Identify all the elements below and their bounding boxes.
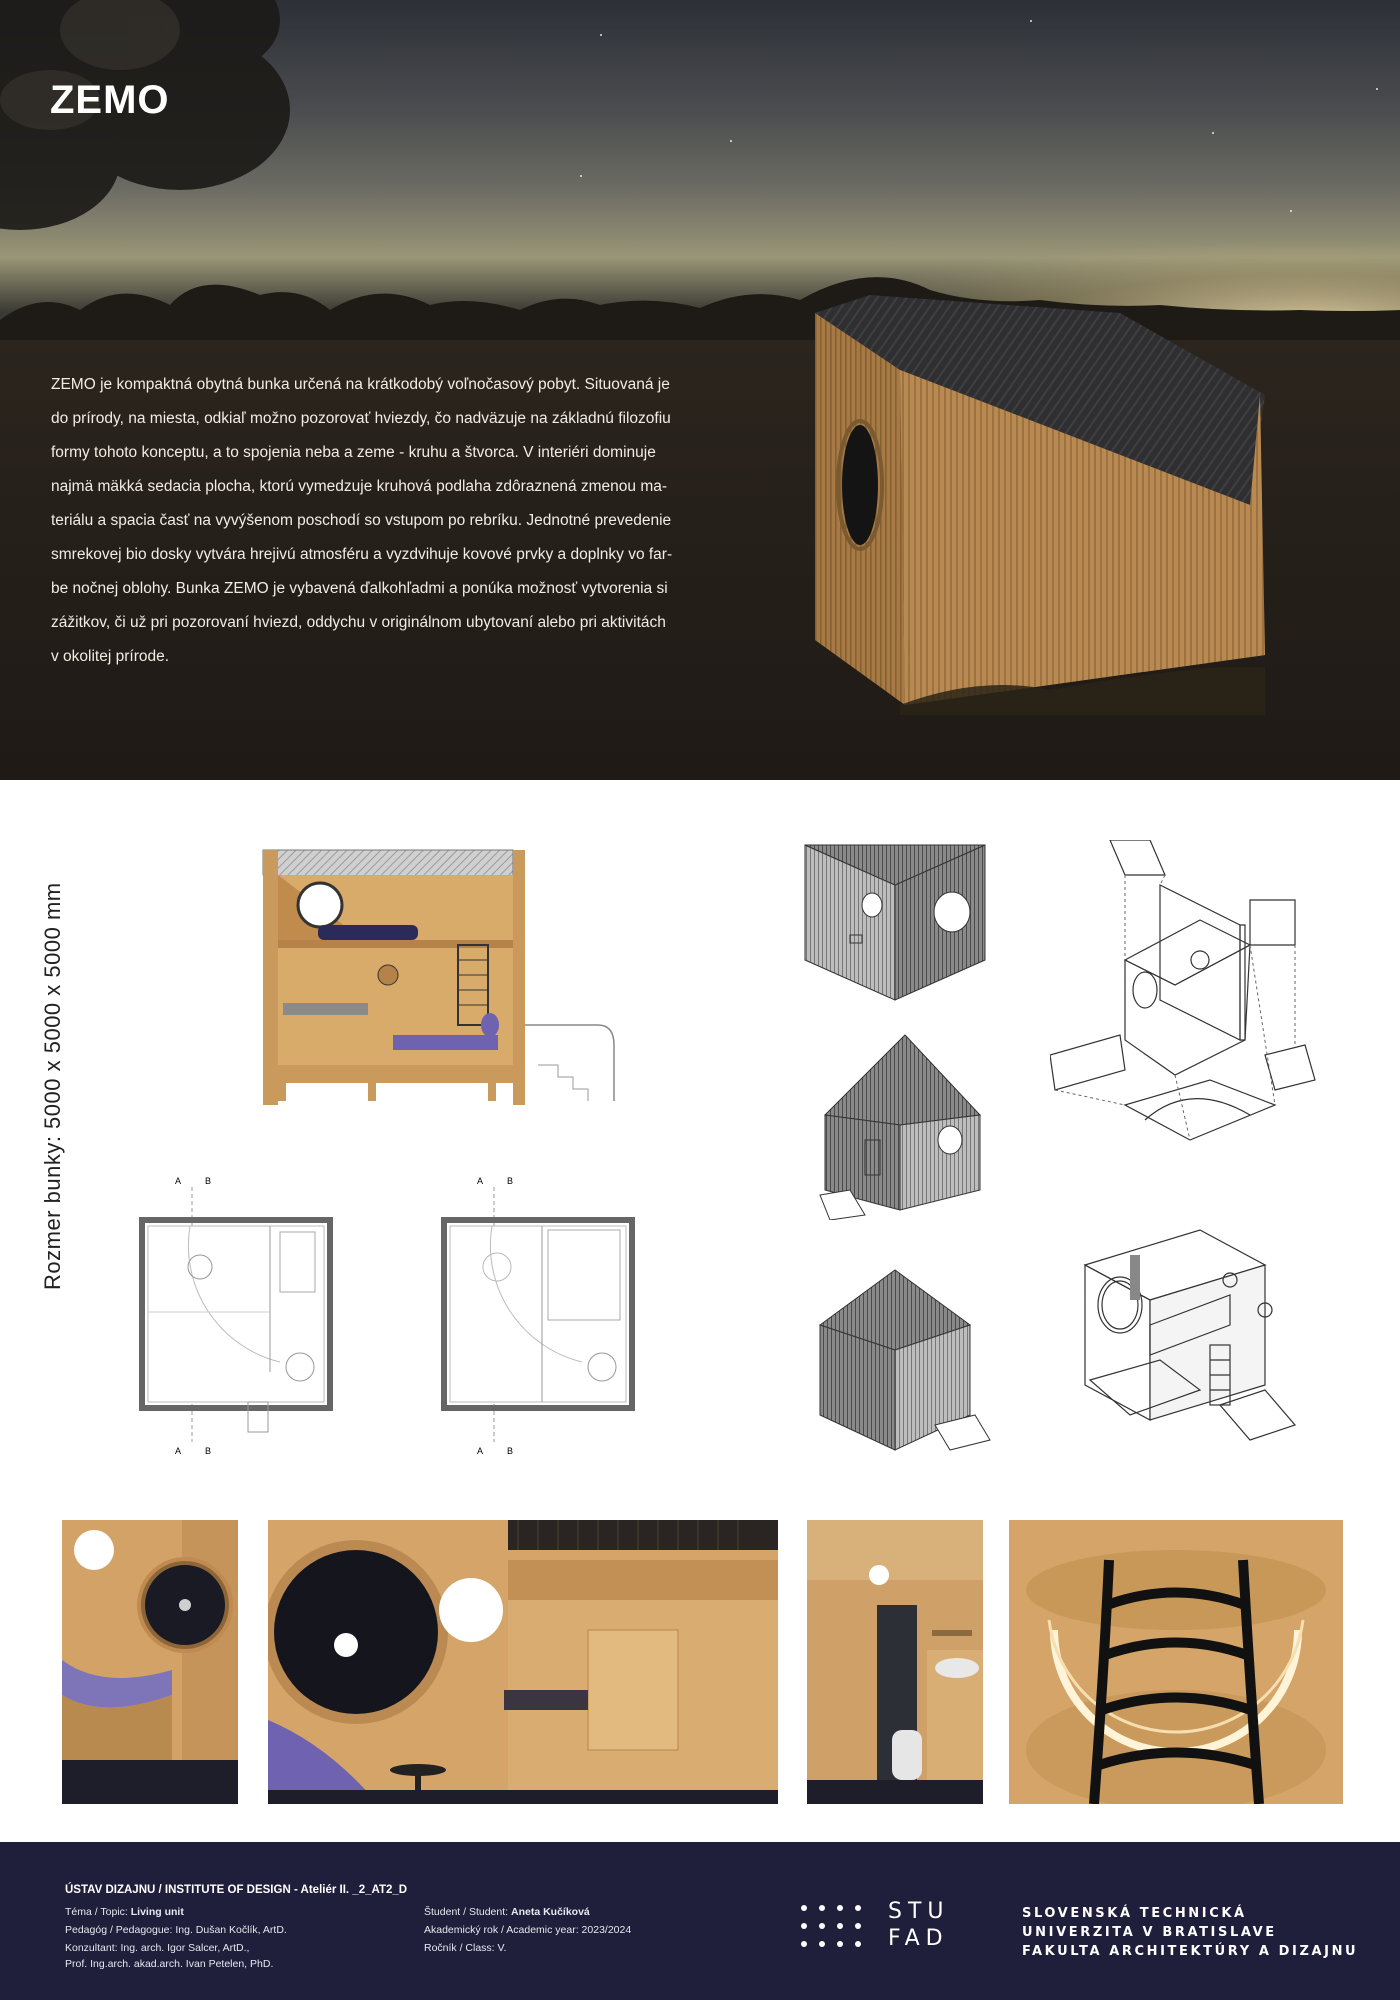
interior-photo-2 [268,1520,778,1804]
floor-plan-ground [130,1172,340,1457]
intro-line: be nočnej oblohy. Bunka ZEMO je vybavená ďalkohľadmi a ponúka možnosť vytvorenia si [51,580,668,597]
intro-line: najmä mäkká sedacia plocha, ktorú vymedzuje kruhová podlaha zdôraznená zmenou ma- [51,478,668,495]
star [580,175,582,177]
university-line: SLOVENSKÁ TECHNICKÁ [1022,1906,1247,1921]
star [1212,132,1214,134]
star [600,34,602,36]
dimension-label: Rozmer bunky: 5000 x 5000 x 5000 mm [40,882,65,1290]
university-line: FAKULTA ARCHITEKTÚRY A DIZAJNU [1022,1944,1359,1959]
interior-photo-4 [1009,1520,1343,1804]
floor-plan-upper [432,1172,642,1457]
intro-paragraph [51,368,711,674]
star [1376,88,1378,90]
cutaway-isometric [1080,1225,1320,1470]
section-mark-b: B [507,1446,514,1456]
pedagogue-line: Pedagóg / Pedagogue: Ing. Dušan Kočlík, ArtD. [65,1924,287,1936]
star [1290,210,1292,212]
page-title: ZEMO [50,78,170,122]
intro-line: formy tohoto konceptu, a to spojenia neba a zeme - kruhu a štvorca. V interiéri dominuje [51,444,656,461]
star [1030,20,1032,22]
intro-line: ZEMO je kompaktná obytná bunka určená na krátkodobý voľnočasový pobyt. Situovaná je [51,376,670,393]
tree-silhouette [0,0,320,290]
topic-label: Téma / Topic: [65,1906,131,1918]
intro-line: do prírody, na miesta, odkiaľ možno pozorovať hviezdy, čo nadväzuje na základnú filozofiu [51,410,671,427]
intro-line: zážitkov, či už pri pozorovaní hviezd, oddychu v originálnom ubytovaní alebo pri aktivitách [51,614,666,631]
topic-line [65,1906,184,1918]
student-line [424,1906,590,1918]
intro-line: smrekovej bio dosky vytvára hrejivú atmosféru a vyzdvihuje kovové prvky a doplnky vo far- [51,546,673,563]
section-mark-a: A [175,1446,182,1456]
intro-line: teriálu a spacia časť na vyvýšenom poschodí so vstupom po rebríku. Jednotné prevedenie [51,512,672,529]
intro-line: v okolitej prírode. [51,648,170,665]
stu-fad-logo [888,1898,950,1952]
section-mark-b: B [205,1446,212,1456]
university-line: UNIVERZITA V BRATISLAVE [1022,1925,1277,1940]
section-mark-a: A [477,1176,484,1186]
interior-photo-3 [807,1520,983,1804]
interior-photo-1 [62,1520,238,1804]
section-mark-a: A [175,1176,182,1186]
consultant-line: Konzultant: Ing. arch. Igor Salcer, ArtD., [65,1942,250,1954]
section-mark-a: A [477,1446,484,1456]
isometric-view-top [790,840,990,1010]
stu-logo-dots [800,1904,872,1954]
consultant-line-2: Prof. Ing.arch. akad.arch. Ivan Petelen, PhD. [65,1958,274,1970]
exploded-axonometry [1050,840,1350,1160]
academic-year-line: Akademický rok / Academic year: 2023/2024 [424,1924,632,1936]
cabin-render [800,295,1280,715]
isometric-view-back [815,1265,995,1460]
logo-line: FAD [888,1926,949,1951]
star [730,140,732,142]
section-mark-b: B [507,1176,514,1186]
class-line: Ročník / Class: V. [424,1942,507,1954]
footer [0,1842,1400,2000]
student-value: Aneta Kučíková [510,1906,590,1918]
logo-line: STU [888,1899,950,1924]
university-name [1022,1904,1358,1961]
student-label: Študent / Student: [424,1906,511,1918]
hero-section [0,0,1400,780]
institute-line: ÚSTAV DIZAJNU / INSTITUTE OF DESIGN - Ateliér II. _2_AT2_D [65,1884,408,1896]
topic-value: Living unit [130,1906,184,1918]
section-drawing [258,845,628,1105]
isometric-view-front [810,1030,990,1220]
section-mark-b: B [205,1176,212,1186]
